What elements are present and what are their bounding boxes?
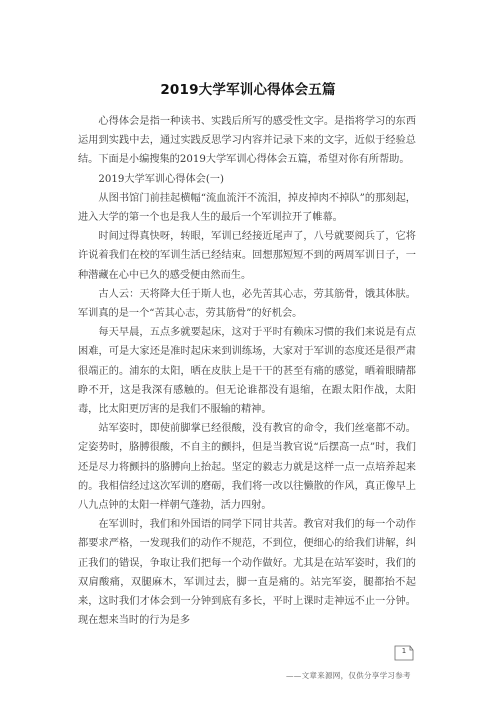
body-paragraph: 古人云：天将降大任于斯人也，必先苦其心志，劳其筋骨，饿其体肤。军训真的是一个“苦其心志，劳其筋骨”的好机会。 (78, 288, 416, 320)
body-paragraph: 时间过得真快呀，转眼，军训已经接近尾声了，八号就要阅兵了，它将许说着我们在校的军训生活已经结束。回想那短短不到的两周军训日子，一种潜藏在心中已久的感受便由然而生。 (78, 231, 416, 281)
body-paragraph: 每天早晨，五点多就要起床，这对于平时有赖床习惯的我们来说是有点困难，可是大家还是准时起床来到训练场，大家对于军训的态度还是很严肃很端正的。浦东的太阳，晒在皮肤上是干干的甚至有痛的感觉，晒着眼睛都睁不开，这是我深有感触的。但无论谁都没有退缩，在跟太阳作战，太阳毒，比太阳更厉害的是我们不服输的精神。 (78, 327, 416, 416)
body-paragraph: 站军姿时，即使前脚掌已经很酸，没有教官的命令，我们丝毫都不动。定姿势时，胳膊很酸，不自主的颤抖，但是当教官说“后摆高一点”时，我们还是尽力将颤抖的胳膊向上抬起。坚定的毅志力就是这样一点一点培养起来的。我相信经过这次军训的磨砺，我们将一改以往懒散的作风，真正像早上八九点钟的太阳一样朝气蓬勃，活力四射。 (78, 423, 416, 512)
page-number: 1 (401, 647, 407, 655)
document-body (78, 112, 416, 630)
section-heading: 2019大学军训心得体会(一) (98, 173, 224, 185)
body-paragraph: 在军训时，我们和外国语的同学下同甘共苦。教官对我们的每一个动作都要求严格，一发现我们的动作不规范，不到位，便细心的给我们讲解，纠正我们的错误，争取让我们把每一个动作做好。尤其是在站军姿时，我们的双肩酸痛，双腿麻木，军训过去，脚一直是痛的。站完军姿，腿都抬不起来，这时我们才体会到一分钟到底有多长，平时上课时走神远不止一分钟。现在想来当时的行为是多 (78, 519, 416, 627)
footer-note: ——文章来源网，仅供分享学习参考 (286, 671, 411, 680)
page-number-badge (393, 644, 415, 662)
body-paragraph: 从图书馆门前挂起横幅“流血流汗不流泪，掉皮掉肉不掉队”的那刻起，进入大学的第一个也是我人生的最后一个军训拉开了帷幕。 (78, 192, 416, 224)
intro-paragraph: 心得体会是指一种读书、实践后所写的感受性文字。是指将学习的东西运用到实践中去，通过实践反思学习内容并记录下来的文字，近似于经验总结。下面是小编搜集的2019大学军训心得体会五篇，希望对你有所帮助。 (78, 116, 416, 166)
document-title: 2019大学军训心得体会五篇 (160, 82, 336, 98)
